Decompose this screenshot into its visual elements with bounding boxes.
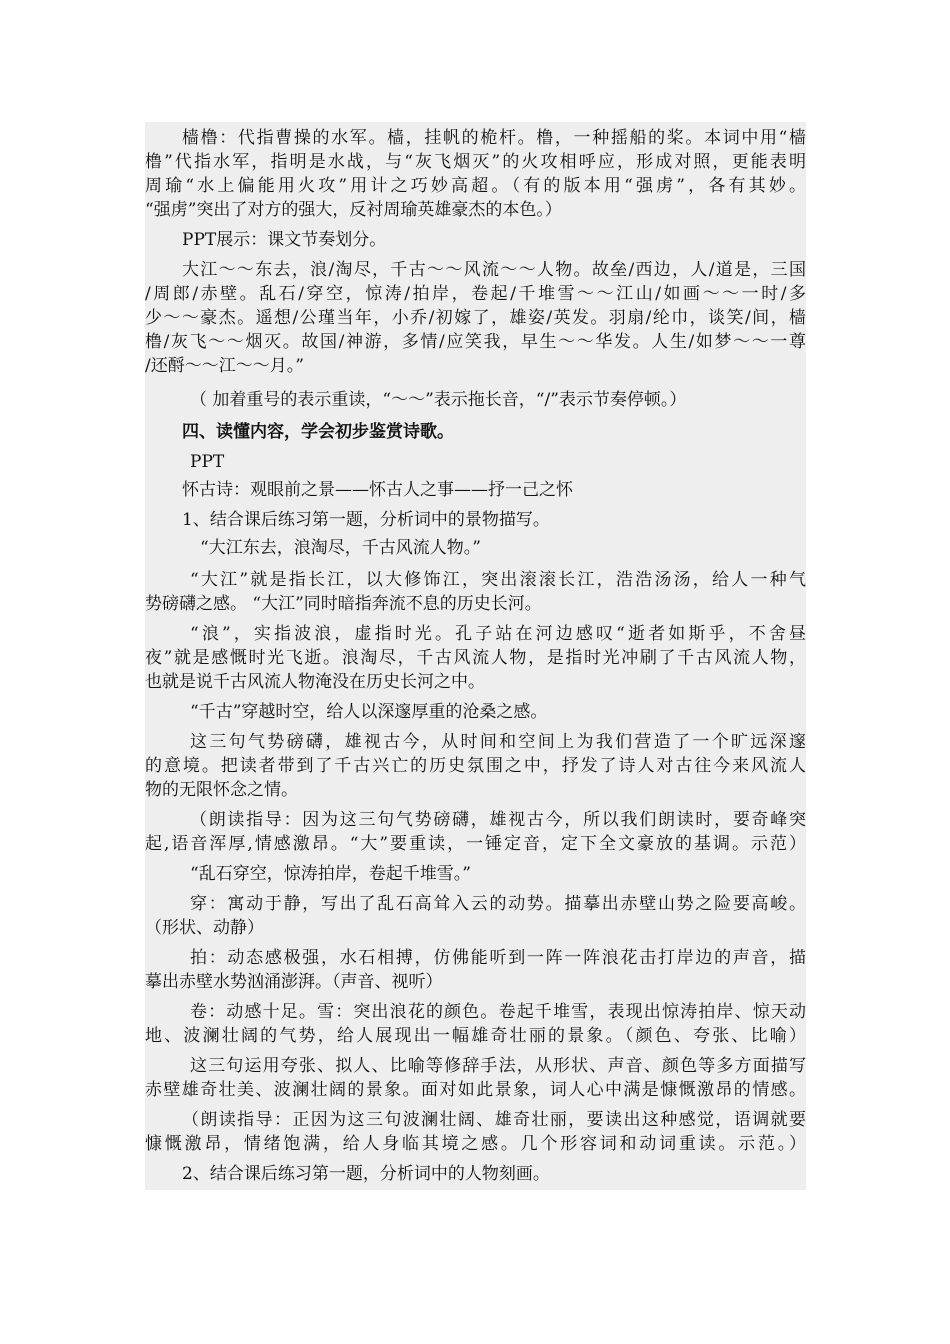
text-line-6: 大江～～东去，浪/淘尽，千古～～风流～～人物。故垒/西边，人/道是，三国 [182,260,806,280]
text-line-34: 地、波澜壮阔的气势，给人展现出一幅雄奇壮丽的景象。（颜色、夸张、比喻） [145,1026,806,1046]
text-line-3: 周瑜“水上偏能用火攻”用计之巧妙高超。（有的版本用“强虏”，各有其妙。 [145,176,806,196]
text-line-7: /周郎/赤壁。乱石/穿空，惊涛/拍岸，卷起/千堆雪～～江山/如画～～一时/多 [145,284,806,304]
text-line-32: 摹出赤壁水势汹涌澎湃。（声音、视听） [145,972,443,992]
text-line-5: PPT展示：课文节奏划分。 [182,230,387,250]
text-line-30: （形状、动静） [145,918,264,938]
text-line-33: 卷：动感十足。雪：突出浪花的颜色。卷起千堆雪，表现出惊涛拍岸、惊天动 [190,1002,806,1022]
text-line-22: “千古”穿越时空，给人以深邃厚重的沧桑之感。 [190,702,548,722]
text-line-10: /还酹～～江～～月。” [145,356,304,376]
text-line-26: （朗读指导：因为这三句气势磅礴，雄视古今，所以我们朗读时，要奇峰突 [190,810,806,830]
text-line-4: “强虏”突出了对方的强大，反衬周瑜英雄豪杰的本色。） [145,200,562,220]
text-line-2: 橹”代指水军，指明是水战，与“灰飞烟灭”的火攻相呼应，形成对照，更能表明 [145,152,806,172]
text-line-17: “大江”就是指长江，以大修饰江，突出滚滚长江，浩浩汤汤，给人一种气 [190,570,806,590]
text-line-11: （ 加着重号的表示重读，“～～”表示拖长音，“/”表示节奏停顿。） [190,390,687,410]
text-line-1: 樯橹：代指曹操的水军。樯，挂帆的桅杆。橹，一种摇船的桨。本词中用“樯 [182,128,806,148]
text-line-28: “乱石穿空，惊涛拍岸，卷起千堆雪。” [190,864,471,884]
text-line-14: 怀古诗：观眼前之景——怀古人之事——抒一己之怀 [182,480,573,500]
text-line-38: 慷慨激昂，情绪饱满，给人身临其境之感。几个形容词和动词重读。示范。） [145,1134,806,1154]
text-line-21: 也就是说千古风流人物淹没在历史长河之中。 [145,672,485,692]
text-line-37: （朗读指导：正因为这三句波澜壮阔、雄奇壮丽，要读出这种感觉，语调就要 [182,1110,806,1130]
text-line-9: 橹/灰飞～～烟灭。故国/神游，多情/应笑我，早生～～华发。人生/如梦～～一尊 [145,332,806,352]
text-line-13: PPT [190,452,225,472]
text-line-16: “大江东去，浪淘尽，千古风流人物。” [200,538,481,558]
text-line-19: “浪”，实指波浪，虚指时光。孔子站在河边感叹“逝者如斯乎，不舍昼 [190,624,806,644]
text-line-27: 起,语音浑厚,情感激昂。“大”要重读，一锤定音，定下全文豪放的基调。示范） [145,834,806,854]
text-line-23: 这三句气势磅礴，雄视古今，从时间和空间上为我们营造了一个旷远深邃 [190,732,806,752]
text-line-24: 的意境。把读者带到了千古兴亡的历史氛围之中，抒发了诗人对古往今来风流人 [145,756,806,776]
text-line-25: 物的无限怀念之情。 [145,780,298,800]
text-line-29: 穿：寓动于静，写出了乱石高耸入云的动势。描摹出赤壁山势之险要高峻。 [190,894,806,914]
text-line-18: 势磅礴之感。 “大江”同时暗指奔流不息的历史长河。 [145,594,542,614]
text-line-39: 2、结合课后练习第一题，分析词中的人物刻画。 [182,1164,550,1184]
text-line-36: 赤壁雄奇壮美、波澜壮阔的景象。面对如此景象，词人心中满是慷慨激昂的情感。 [145,1080,806,1100]
text-line-8: 少～～豪杰。遥想/公瑾当年，小乔/初嫁了，雄姿/英发。羽扇/纶巾，谈笑/间，樯 [145,308,806,328]
text-line-12: 四、读懂内容，学会初步鉴赏诗歌。 [182,422,454,442]
text-line-31: 拍：动态感极强，水石相搏，仿佛能听到一阵一阵浪花击打岸边的声音，描 [190,948,806,968]
text-line-20: 夜”就是感慨时光飞逝。浪淘尽，千古风流人物，是指时光冲刷了千古风流人物， [145,648,806,668]
text-line-35: 这三句运用夸张、拟人、比喻等修辞手法，从形状、声音、颜色等多方面描写 [190,1056,806,1076]
lesson-text-block [145,122,806,1190]
text-line-15: 1、结合课后练习第一题，分析词中的景物描写。 [182,510,550,530]
